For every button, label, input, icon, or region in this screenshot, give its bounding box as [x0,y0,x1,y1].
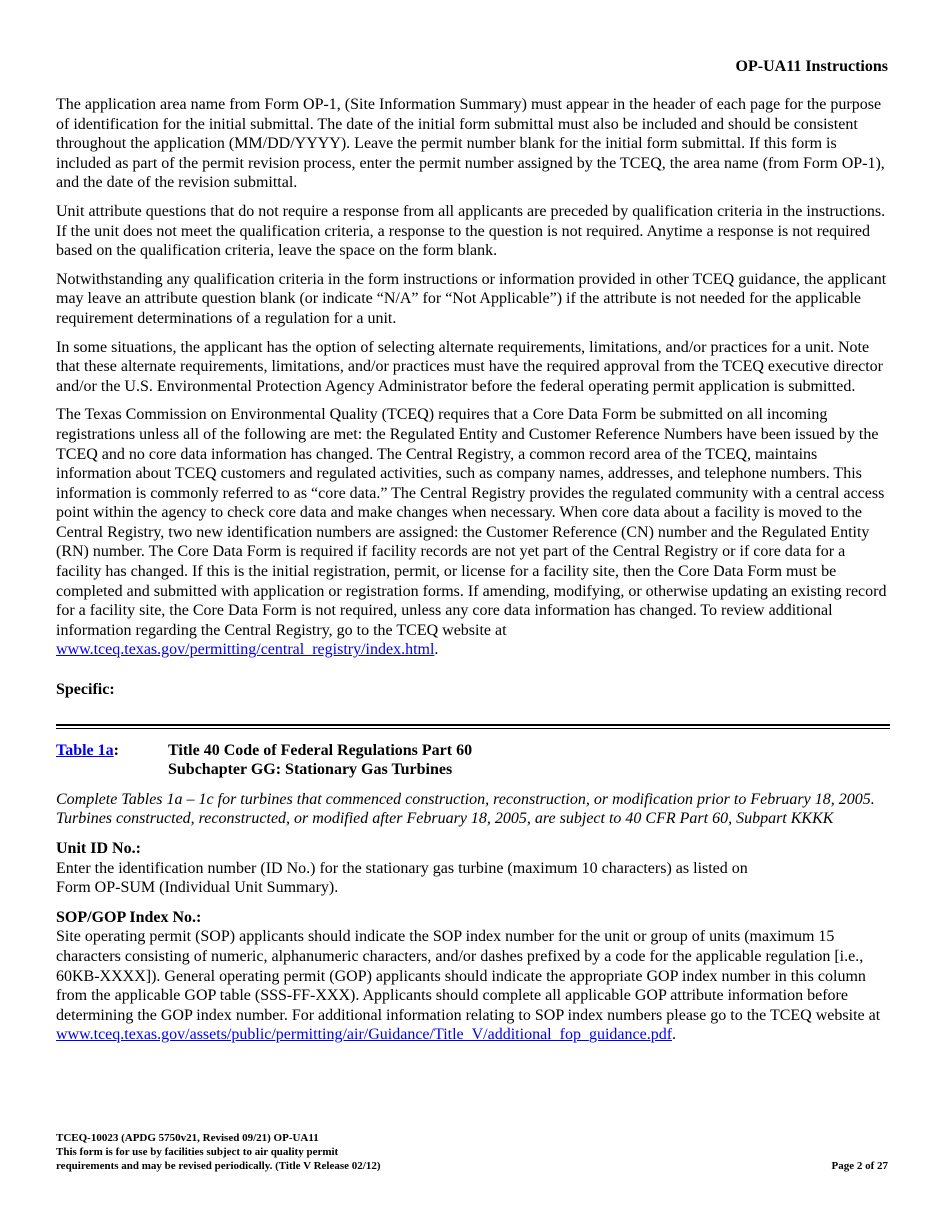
page-header-title: OP-UA11 Instructions [735,58,888,75]
page-number: Page 2 of 27 [831,1160,888,1172]
sop-gop-title: SOP/GOP Index No.: [56,908,202,926]
core-data-end: . [434,641,439,659]
core-data-text: The Texas Commission on Environmental Quality (TCEQ) requires that a Core Data Form be submitted on all incoming registrations unless all of the following are met: the Regulated Entity and Customer Reference Numbers have been issued by the TCEQ and no core data information has changed. The Central Registry, a common record area of the TCEQ, maintains information about TCEQ customers and regulated activities, such as company names, addresses, and telephone numbers. This information is commonly referred to as “core data.” The Central Registry provides the regulated community with a central access point within the agency to check core data and make changes when necessary. When core data about a facility is moved to the Central Registry, two new identification numbers are assigned: the Customer Reference (CN) number and the Regulated Entity (RN) number. The Core Data Form is required if facility records are not yet part of the Central Registry or if core data for a facility has changed. If this is the initial registration, permit, or license for a facility site, then the Core Data Form must be completed and submitted with application or registration forms. If amending, modifying, or otherwise updating an existing record for a facility site, the Core Data Form is not required, unless any core data information has changed. To review additional information regarding the Central Registry, go to the TCEQ website at [56,406,887,639]
paragraph-area-name: The application area name from Form OP-1, (Site Information Summary) must appear in the header of each page for the purpose of identification for the initial submittal. The date of the initial form submittal must also be included and should be consistent throughout the application (MM/DD/YYYY). Leave the permit number blank for the initial form submittal. If this form is included as part of the permit revision process, enter the permit number assigned by the TCEQ, the area name (from Form OP-1), and the date of the revision submittal. [56,96,885,192]
table-intro-note: Complete Tables 1a – 1c for turbines that commenced construction, reconstruction, or modification prior to February 18, 2005. Turbines constructed, reconstructed, or modified after February 18, 2005, are subject to 40 CFR Part 60, Subpart KKKK [56,790,875,828]
unit-id-text-line-2: Form OP-SUM (Individual Unit Summary). [56,879,339,897]
specific-heading: Specific: [56,681,115,699]
footer-usage-line: This form is for use by facilities subject to air quality permit [56,1146,339,1158]
sop-gop-text: Site operating permit (SOP) applicants should indicate the SOP index number for the unit or group of units (maximum 15 characters consisting of numeric, alphanumeric characters, and/or dashes prefixed by a code for the applicable regulation [i.e., 60KB-XXXX]). General operating permit (GOP) applicants should indicate the appropriate GOP index number in this column from the applicable GOP table (SSS-FF-XXX). Applicants should complete all applicable GOP attribute information before determining the GOP index number. For additional information relating to SOP index numbers please go to the TCEQ website at [56,928,881,1024]
table-1a-link[interactable]: Table 1a [56,741,114,759]
sop-gop-end: . [672,1026,677,1044]
table-label [56,741,168,780]
table-heading [56,741,890,780]
sop-gop-section [56,908,890,1045]
central-registry-link[interactable]: www.tceq.texas.gov/permitting/central_registry/index.html [56,641,435,659]
table-title-line-2: Subchapter GG: Stationary Gas Turbines [168,761,453,779]
unit-id-section [56,839,890,898]
document-body [56,95,890,1045]
paragraph-alternate-requirements: In some situations, the applicant has the option of selecting alternate requirements, limitations, and/or practices for a unit. Note that these alternate requirements, limitations, and/or practices must have the required approval from the TCEQ executive director and/or the U.S. Environmental Protection Agency Administrator before the federal operating permit application is submitted. [56,338,883,395]
paragraph-not-applicable: Notwithstanding any qualification criteria in the form instructions or information provided in other TCEQ guidance, the applicant may leave an attribute question blank (or indicate “N/A” for “Not Applicable”) if the attribute is not needed for the applicable requirement determinations of a regulation for a unit. [56,270,887,327]
fop-guidance-link[interactable]: www.tceq.texas.gov/assets/public/permitting/air/Guidance/Title_V/additional_fop_guidance.pdf [56,1026,673,1044]
unit-id-text-line-1: Enter the identification number (ID No.) for the stationary gas turbine (maximum 10 characters) as listed on [56,859,748,877]
footer-revision-line: requirements and may be revised periodically. (Title V Release 02/12) [56,1160,381,1172]
footer-form-id: TCEQ-10023 (APDG 5750v21, Revised 09/21) OP-UA11 [56,1132,319,1144]
table-title-line-1: Title 40 Code of Federal Regulations Part 60 [168,741,473,759]
paragraph-qualification-criteria: Unit attribute questions that do not require a response from all applicants are preceded by qualification criteria in the instructions. If the unit does not meet the qualification criteria, a response to the question is not required. Anytime a response is not required based on the qualification criteria, leave the space on the form blank. [56,202,886,260]
document-page [56,0,890,1230]
paragraph-core-data [56,405,890,660]
page-footer [56,1131,380,1173]
sop-gop-link-line [56,1025,890,1045]
table-label-colon: : [113,741,119,759]
table-title [168,741,890,780]
section-divider [56,724,890,729]
unit-id-title: Unit ID No.: [56,840,141,857]
